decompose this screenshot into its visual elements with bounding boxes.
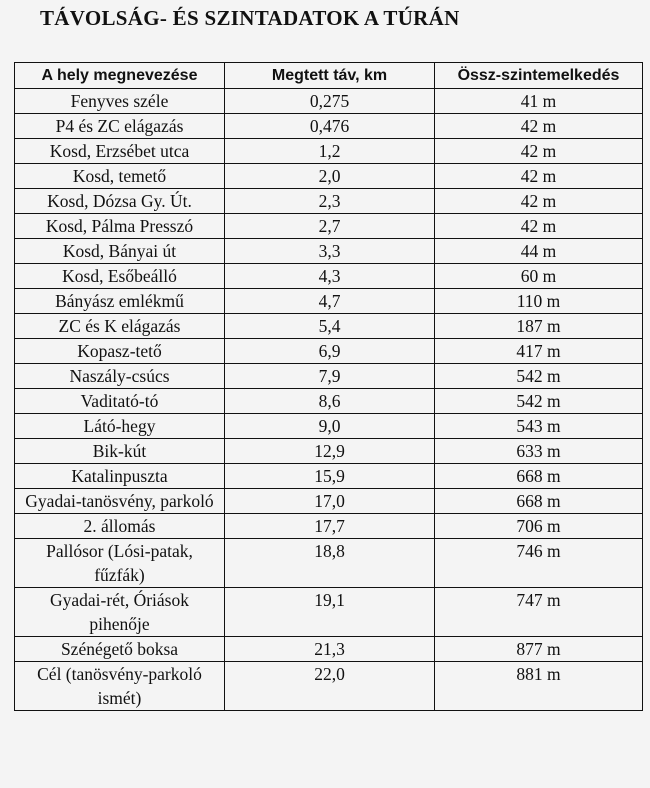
distance-cell: 15,9 — [225, 464, 435, 489]
distance-cell: 1,2 — [225, 139, 435, 164]
place-cell: Fenyves széle — [15, 89, 225, 114]
place-cell: Kosd, temető — [15, 164, 225, 189]
table-row — [15, 464, 643, 489]
header-place: A hely megnevezése — [15, 63, 225, 89]
elevation-cell: 42 m — [435, 164, 643, 189]
elevation-cell: 746 m — [435, 539, 643, 588]
place-cell: Kosd, Erzsébet utca — [15, 139, 225, 164]
header-elevation: Össz-szintemelkedés — [435, 63, 643, 89]
table-row — [15, 389, 643, 414]
place-cell: Kopasz-tető — [15, 339, 225, 364]
elevation-cell: 668 m — [435, 464, 643, 489]
table-row — [15, 637, 643, 662]
distance-cell: 3,3 — [225, 239, 435, 264]
distance-cell: 18,8 — [225, 539, 435, 588]
distance-cell: 2,0 — [225, 164, 435, 189]
table-row — [15, 489, 643, 514]
table-row — [15, 89, 643, 114]
distance-cell: 2,3 — [225, 189, 435, 214]
elevation-cell: 42 m — [435, 114, 643, 139]
elevation-cell: 668 m — [435, 489, 643, 514]
table-row — [15, 264, 643, 289]
header-distance: Megtett táv, km — [225, 63, 435, 89]
place-cell: Cél (tanösvény-parkoló ismét) — [15, 662, 225, 711]
table-row — [15, 214, 643, 239]
distance-cell: 17,7 — [225, 514, 435, 539]
distance-cell: 19,1 — [225, 588, 435, 637]
table-row — [15, 439, 643, 464]
table-row — [15, 514, 643, 539]
elevation-cell: 633 m — [435, 439, 643, 464]
elevation-cell: 877 m — [435, 637, 643, 662]
place-cell: Kosd, Pálma Presszó — [15, 214, 225, 239]
distance-cell: 21,3 — [225, 637, 435, 662]
distance-cell: 17,0 — [225, 489, 435, 514]
place-cell: Gyadai-tanösvény, parkoló — [15, 489, 225, 514]
table-row — [15, 289, 643, 314]
distance-elevation-table — [14, 62, 643, 711]
elevation-cell: 187 m — [435, 314, 643, 339]
table-row — [15, 314, 643, 339]
table-row — [15, 164, 643, 189]
place-cell: Naszály-csúcs — [15, 364, 225, 389]
place-cell: Kosd, Bányai út — [15, 239, 225, 264]
elevation-cell: 543 m — [435, 414, 643, 439]
place-cell: 2. állomás — [15, 514, 225, 539]
elevation-cell: 542 m — [435, 389, 643, 414]
elevation-cell: 706 m — [435, 514, 643, 539]
distance-cell: 12,9 — [225, 439, 435, 464]
table-row — [15, 239, 643, 264]
elevation-cell: 881 m — [435, 662, 643, 711]
table-row — [15, 414, 643, 439]
place-cell: Bik-kút — [15, 439, 225, 464]
elevation-cell: 110 m — [435, 289, 643, 314]
table-body — [15, 89, 643, 711]
distance-cell: 7,9 — [225, 364, 435, 389]
elevation-cell: 747 m — [435, 588, 643, 637]
distance-cell: 4,3 — [225, 264, 435, 289]
table-row — [15, 339, 643, 364]
table-row — [15, 139, 643, 164]
place-cell: P4 és ZC elágazás — [15, 114, 225, 139]
distance-cell: 5,4 — [225, 314, 435, 339]
place-cell: ZC és K elágazás — [15, 314, 225, 339]
table-row — [15, 662, 643, 711]
place-cell: Látó-hegy — [15, 414, 225, 439]
table-row — [15, 189, 643, 214]
header-row — [15, 63, 643, 89]
table-row — [15, 114, 643, 139]
distance-cell: 0,476 — [225, 114, 435, 139]
table-row — [15, 539, 643, 588]
page-title: TÁVOLSÁG- ÉS SZINTADATOK A TÚRÁN — [40, 6, 460, 30]
elevation-cell: 44 m — [435, 239, 643, 264]
distance-cell: 0,275 — [225, 89, 435, 114]
elevation-cell: 60 m — [435, 264, 643, 289]
table-row — [15, 588, 643, 637]
elevation-cell: 417 m — [435, 339, 643, 364]
elevation-cell: 542 m — [435, 364, 643, 389]
distance-cell: 2,7 — [225, 214, 435, 239]
place-cell: Vaditató-tó — [15, 389, 225, 414]
distance-cell: 22,0 — [225, 662, 435, 711]
elevation-cell: 42 m — [435, 139, 643, 164]
place-cell: Katalinpuszta — [15, 464, 225, 489]
elevation-cell: 42 m — [435, 214, 643, 239]
distance-cell: 6,9 — [225, 339, 435, 364]
place-cell: Kosd, Dózsa Gy. Út. — [15, 189, 225, 214]
table-row — [15, 364, 643, 389]
elevation-cell: 42 m — [435, 189, 643, 214]
distance-cell: 4,7 — [225, 289, 435, 314]
place-cell: Szénégető boksa — [15, 637, 225, 662]
place-cell: Bányász emlékmű — [15, 289, 225, 314]
distance-cell: 8,6 — [225, 389, 435, 414]
elevation-cell: 41 m — [435, 89, 643, 114]
place-cell: Gyadai-rét, Óriások pihenője — [15, 588, 225, 637]
place-cell: Kosd, Esőbeálló — [15, 264, 225, 289]
distance-cell: 9,0 — [225, 414, 435, 439]
place-cell: Pallósor (Lósi-patak, fűzfák) — [15, 539, 225, 588]
